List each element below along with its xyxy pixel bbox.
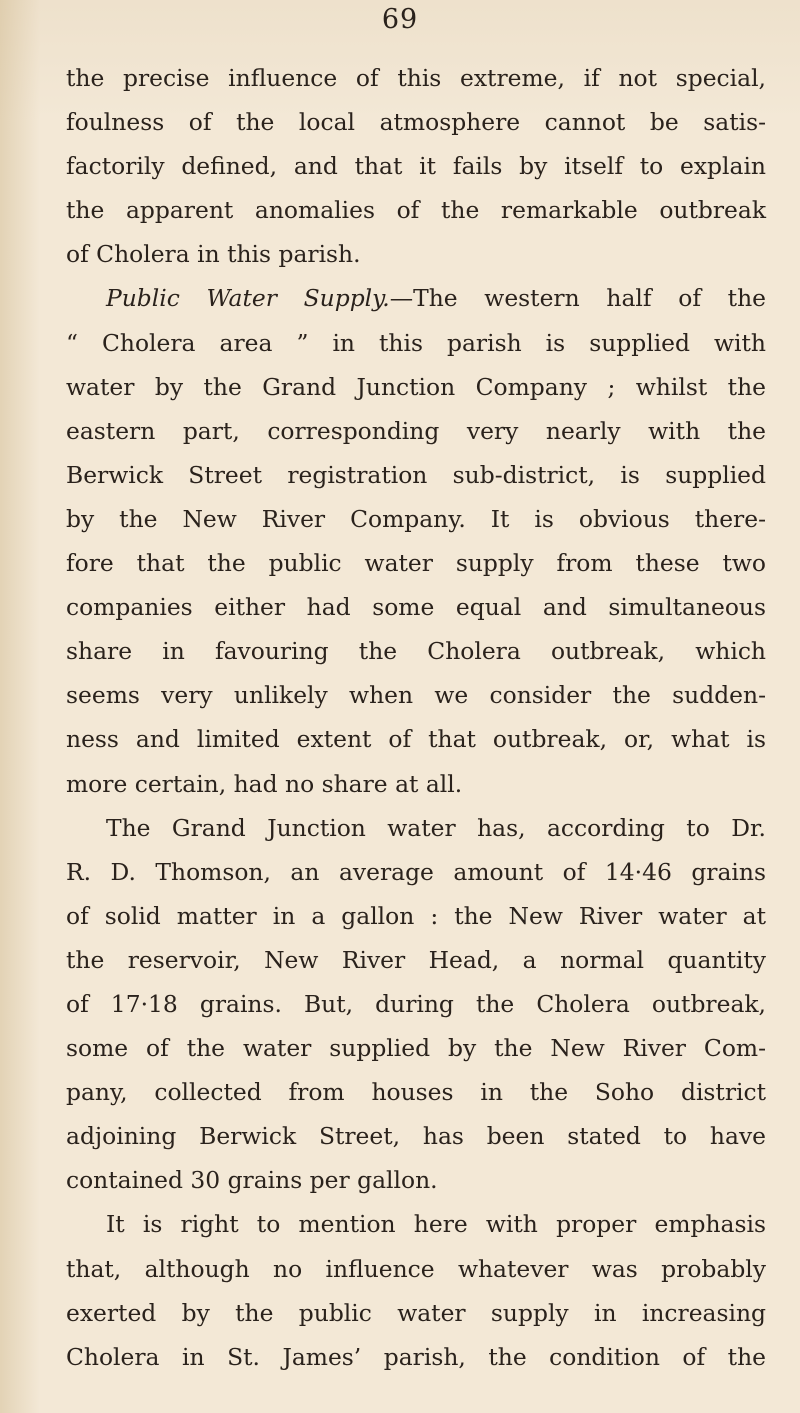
line-text: R. D. Thomson, an average amount of 14·46 grains bbox=[66, 857, 766, 886]
line-text: Berwick Street registration sub-district, is supplied bbox=[66, 460, 766, 489]
text-line bbox=[66, 982, 766, 1026]
line-text: foulness of the local atmosphere cannot be satis- bbox=[66, 108, 766, 137]
section-heading: Public Water Supply. bbox=[106, 284, 390, 313]
line-text: seems very unlikely when we consider the sudden- bbox=[66, 681, 766, 710]
text-line bbox=[66, 453, 766, 497]
text-line bbox=[66, 850, 766, 894]
line-text: exerted by the public water supply in increasing bbox=[66, 1298, 766, 1327]
line-text: of 17·18 grains. But, during the Cholera outbreak, bbox=[66, 989, 766, 1018]
text-line bbox=[66, 894, 766, 938]
line-text: share in favouring the Cholera outbreak, which bbox=[66, 637, 766, 666]
line-text: that, although no influence whatever was probably bbox=[66, 1254, 766, 1283]
text-line bbox=[66, 144, 766, 188]
line-text: —The western half of the bbox=[389, 284, 766, 313]
line-text: more certain, had no share at all. bbox=[66, 769, 463, 798]
line-text: of solid matter in a gallon : the New River water at bbox=[66, 901, 766, 930]
line-text: companies either had some equal and simultaneous bbox=[66, 593, 766, 622]
line-text: contained 30 grains per gallon. bbox=[66, 1166, 438, 1195]
text-line bbox=[66, 1070, 766, 1114]
text-line bbox=[66, 276, 766, 320]
line-text: the apparent anomalies of the remarkable outbreak bbox=[66, 196, 766, 225]
text-line bbox=[66, 629, 766, 673]
line-text: water by the Grand Junction Company ; whilst the bbox=[66, 372, 766, 401]
line-text: of Cholera in this parish. bbox=[66, 240, 361, 269]
text-line bbox=[66, 1291, 766, 1335]
text-line bbox=[66, 1247, 766, 1291]
text-line bbox=[66, 938, 766, 982]
text-line bbox=[66, 717, 766, 761]
text-line bbox=[66, 409, 766, 453]
body-text bbox=[66, 56, 766, 1379]
line-text: factorily defined, and that it fails by itself to explain bbox=[66, 152, 766, 181]
text-line bbox=[66, 321, 766, 365]
text-line bbox=[66, 365, 766, 409]
text-line bbox=[66, 1202, 766, 1246]
text-line bbox=[66, 100, 766, 144]
line-text: The Grand Junction water has, according to Dr. bbox=[106, 813, 766, 842]
line-text: Cholera in St. James’ parish, the condition of the bbox=[66, 1342, 766, 1371]
text-line bbox=[66, 1335, 766, 1379]
text-line bbox=[66, 762, 766, 806]
line-text: fore that the public water supply from these two bbox=[66, 549, 766, 578]
line-text: “ Cholera area ” in this parish is supplied with bbox=[66, 328, 766, 357]
text-line bbox=[66, 497, 766, 541]
page-number: 69 bbox=[381, 4, 419, 35]
line-text: by the New River Company. It is obvious there- bbox=[66, 504, 766, 533]
text-line bbox=[66, 806, 766, 850]
line-text: ness and limited extent of that outbreak, or, what is bbox=[66, 725, 766, 754]
line-text: some of the water supplied by the New River Com- bbox=[66, 1034, 766, 1063]
line-text: pany, collected from houses in the Soho district bbox=[66, 1078, 766, 1107]
text-line bbox=[66, 673, 766, 717]
line-text: adjoining Berwick Street, has been stated to have bbox=[66, 1122, 766, 1151]
text-line bbox=[66, 56, 766, 100]
text-line bbox=[66, 541, 766, 585]
line-text: the precise influence of this extreme, if not special, bbox=[66, 64, 766, 92]
text-line bbox=[66, 232, 766, 276]
line-text: eastern part, corresponding very nearly with the bbox=[66, 416, 766, 445]
text-line bbox=[66, 1158, 766, 1202]
line-text: It is right to mention here with proper emphasis bbox=[106, 1210, 766, 1239]
text-line bbox=[66, 1114, 766, 1158]
text-line bbox=[66, 585, 766, 629]
line-text: the reservoir, New River Head, a normal quantity bbox=[66, 945, 766, 974]
text-line bbox=[66, 188, 766, 232]
text-line bbox=[66, 1026, 766, 1070]
